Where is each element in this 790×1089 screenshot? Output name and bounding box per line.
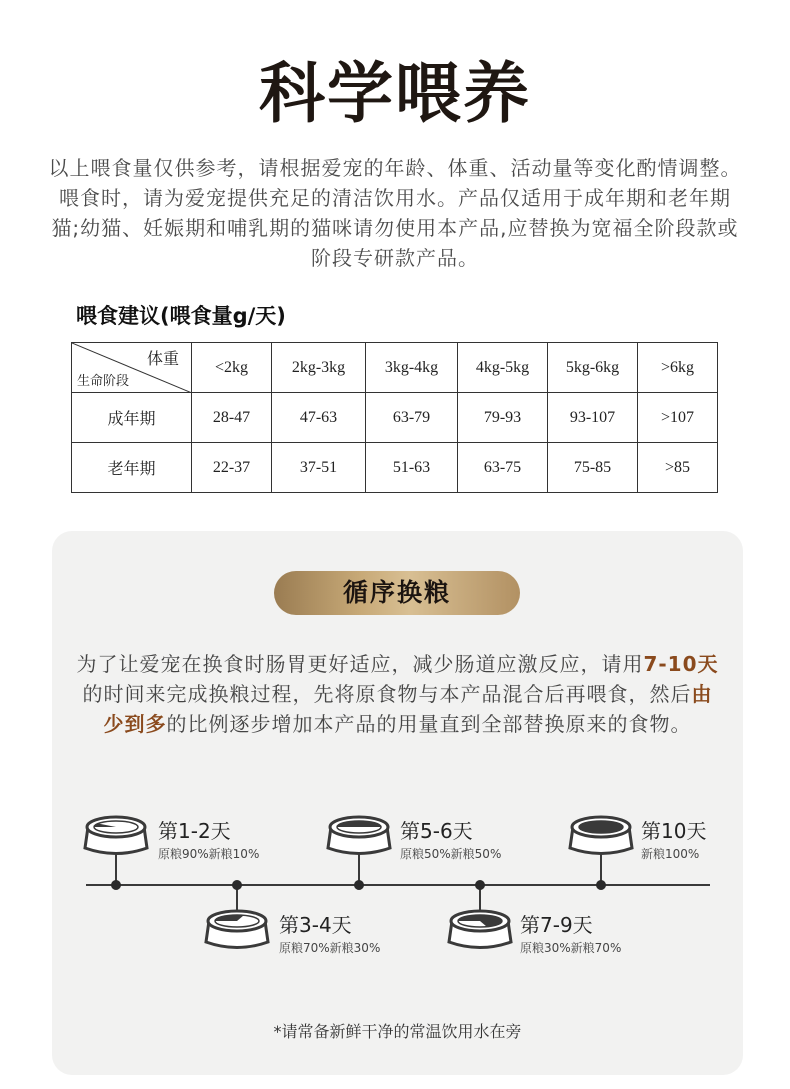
food-bowl-icon [328, 817, 390, 854]
corner-weight-label: 体重 [146, 349, 179, 368]
food-bowl-icon [449, 911, 511, 948]
step-3-ratio: 原粮50%新粮50% [400, 847, 502, 861]
table-cell: 22-37 [192, 443, 272, 493]
intro-text: 以上喂食量仅供参考，请根据爱宠的年龄、体重、活动量等变化酌情调整。喂食时，请为爱宠提供充足的清洁饮用水。产品仅适用于成年期和老年期猫;幼猫、妊娠期和哺乳期的猫咪请勿使用本产品,应替换为宽福全阶段款或阶段专研款产品。 [48, 156, 742, 270]
page-title: 科学喂养 [259, 55, 531, 132]
table-cell: 37-51 [272, 443, 366, 493]
table-cell: 75-85 [548, 443, 638, 493]
desc-highlight-days: 7-10天 [643, 652, 719, 676]
timeline [52, 531, 743, 1075]
step-2-title: 第3-4天 [279, 913, 352, 937]
desc-highlight-ratio: 由少到多 [103, 682, 713, 736]
table-row [72, 443, 718, 493]
step-1-title: 第1-2天 [158, 819, 231, 843]
feeding-table [71, 342, 718, 493]
timeline-dot [596, 880, 606, 890]
timeline-dot [354, 880, 364, 890]
table-cell: 79-93 [458, 393, 548, 443]
table-row [72, 393, 718, 443]
table-cell: 47-63 [272, 393, 366, 443]
desc-text: 为了让爱宠在换食时肠胃更好适应，减少肠道应激反应，请用 [76, 652, 644, 676]
step-5-ratio: 新粮100% [641, 847, 700, 861]
food-bowl-icon [206, 911, 268, 948]
step-1-ratio: 原粮90%新粮10% [158, 847, 260, 861]
desc-text: 的时间来完成换粮过程，先将原食物与本产品混合后再喂食，然后 [82, 682, 692, 706]
transition-panel [52, 531, 743, 1075]
transition-heading: 循序换粮 [274, 571, 520, 615]
col-header: 2kg-3kg [272, 343, 366, 393]
table-cell: 63-79 [366, 393, 458, 443]
timeline-dot [475, 880, 485, 890]
stage-label: 成年期 [72, 393, 192, 443]
col-header: <2kg [192, 343, 272, 393]
timeline-dot [232, 880, 242, 890]
table-cell: >107 [638, 393, 718, 443]
step-4-ratio: 原粮30%新粮70% [520, 941, 622, 955]
table-cell: 63-75 [458, 443, 548, 493]
table-title: 喂食建议(喂食量g/天) [76, 304, 286, 328]
col-header: 4kg-5kg [458, 343, 548, 393]
corner-stage-label: 生命阶段 [77, 374, 130, 389]
step-2-ratio: 原粮70%新粮30% [279, 941, 381, 955]
table-cell: 28-47 [192, 393, 272, 443]
col-header: 5kg-6kg [548, 343, 638, 393]
table-cell: 93-107 [548, 393, 638, 443]
food-bowl-icon [85, 817, 147, 854]
table-corner-cell [72, 343, 192, 393]
step-3-title: 第5-6天 [400, 819, 473, 843]
timeline-dot [111, 880, 121, 890]
step-5-title: 第10天 [641, 819, 707, 843]
table-cell: 51-63 [366, 443, 458, 493]
stage-label: 老年期 [72, 443, 192, 493]
water-note: *请常备新鲜干净的常温饮用水在旁 [273, 1022, 522, 1041]
food-bowl-icon [570, 817, 632, 854]
step-4-title: 第7-9天 [520, 913, 593, 937]
col-header: >6kg [638, 343, 718, 393]
desc-text: 的比例逐步增加本产品的用量直到全部替换原来的食物。 [166, 712, 692, 736]
col-header: 3kg-4kg [366, 343, 458, 393]
table-cell: >85 [638, 443, 718, 493]
